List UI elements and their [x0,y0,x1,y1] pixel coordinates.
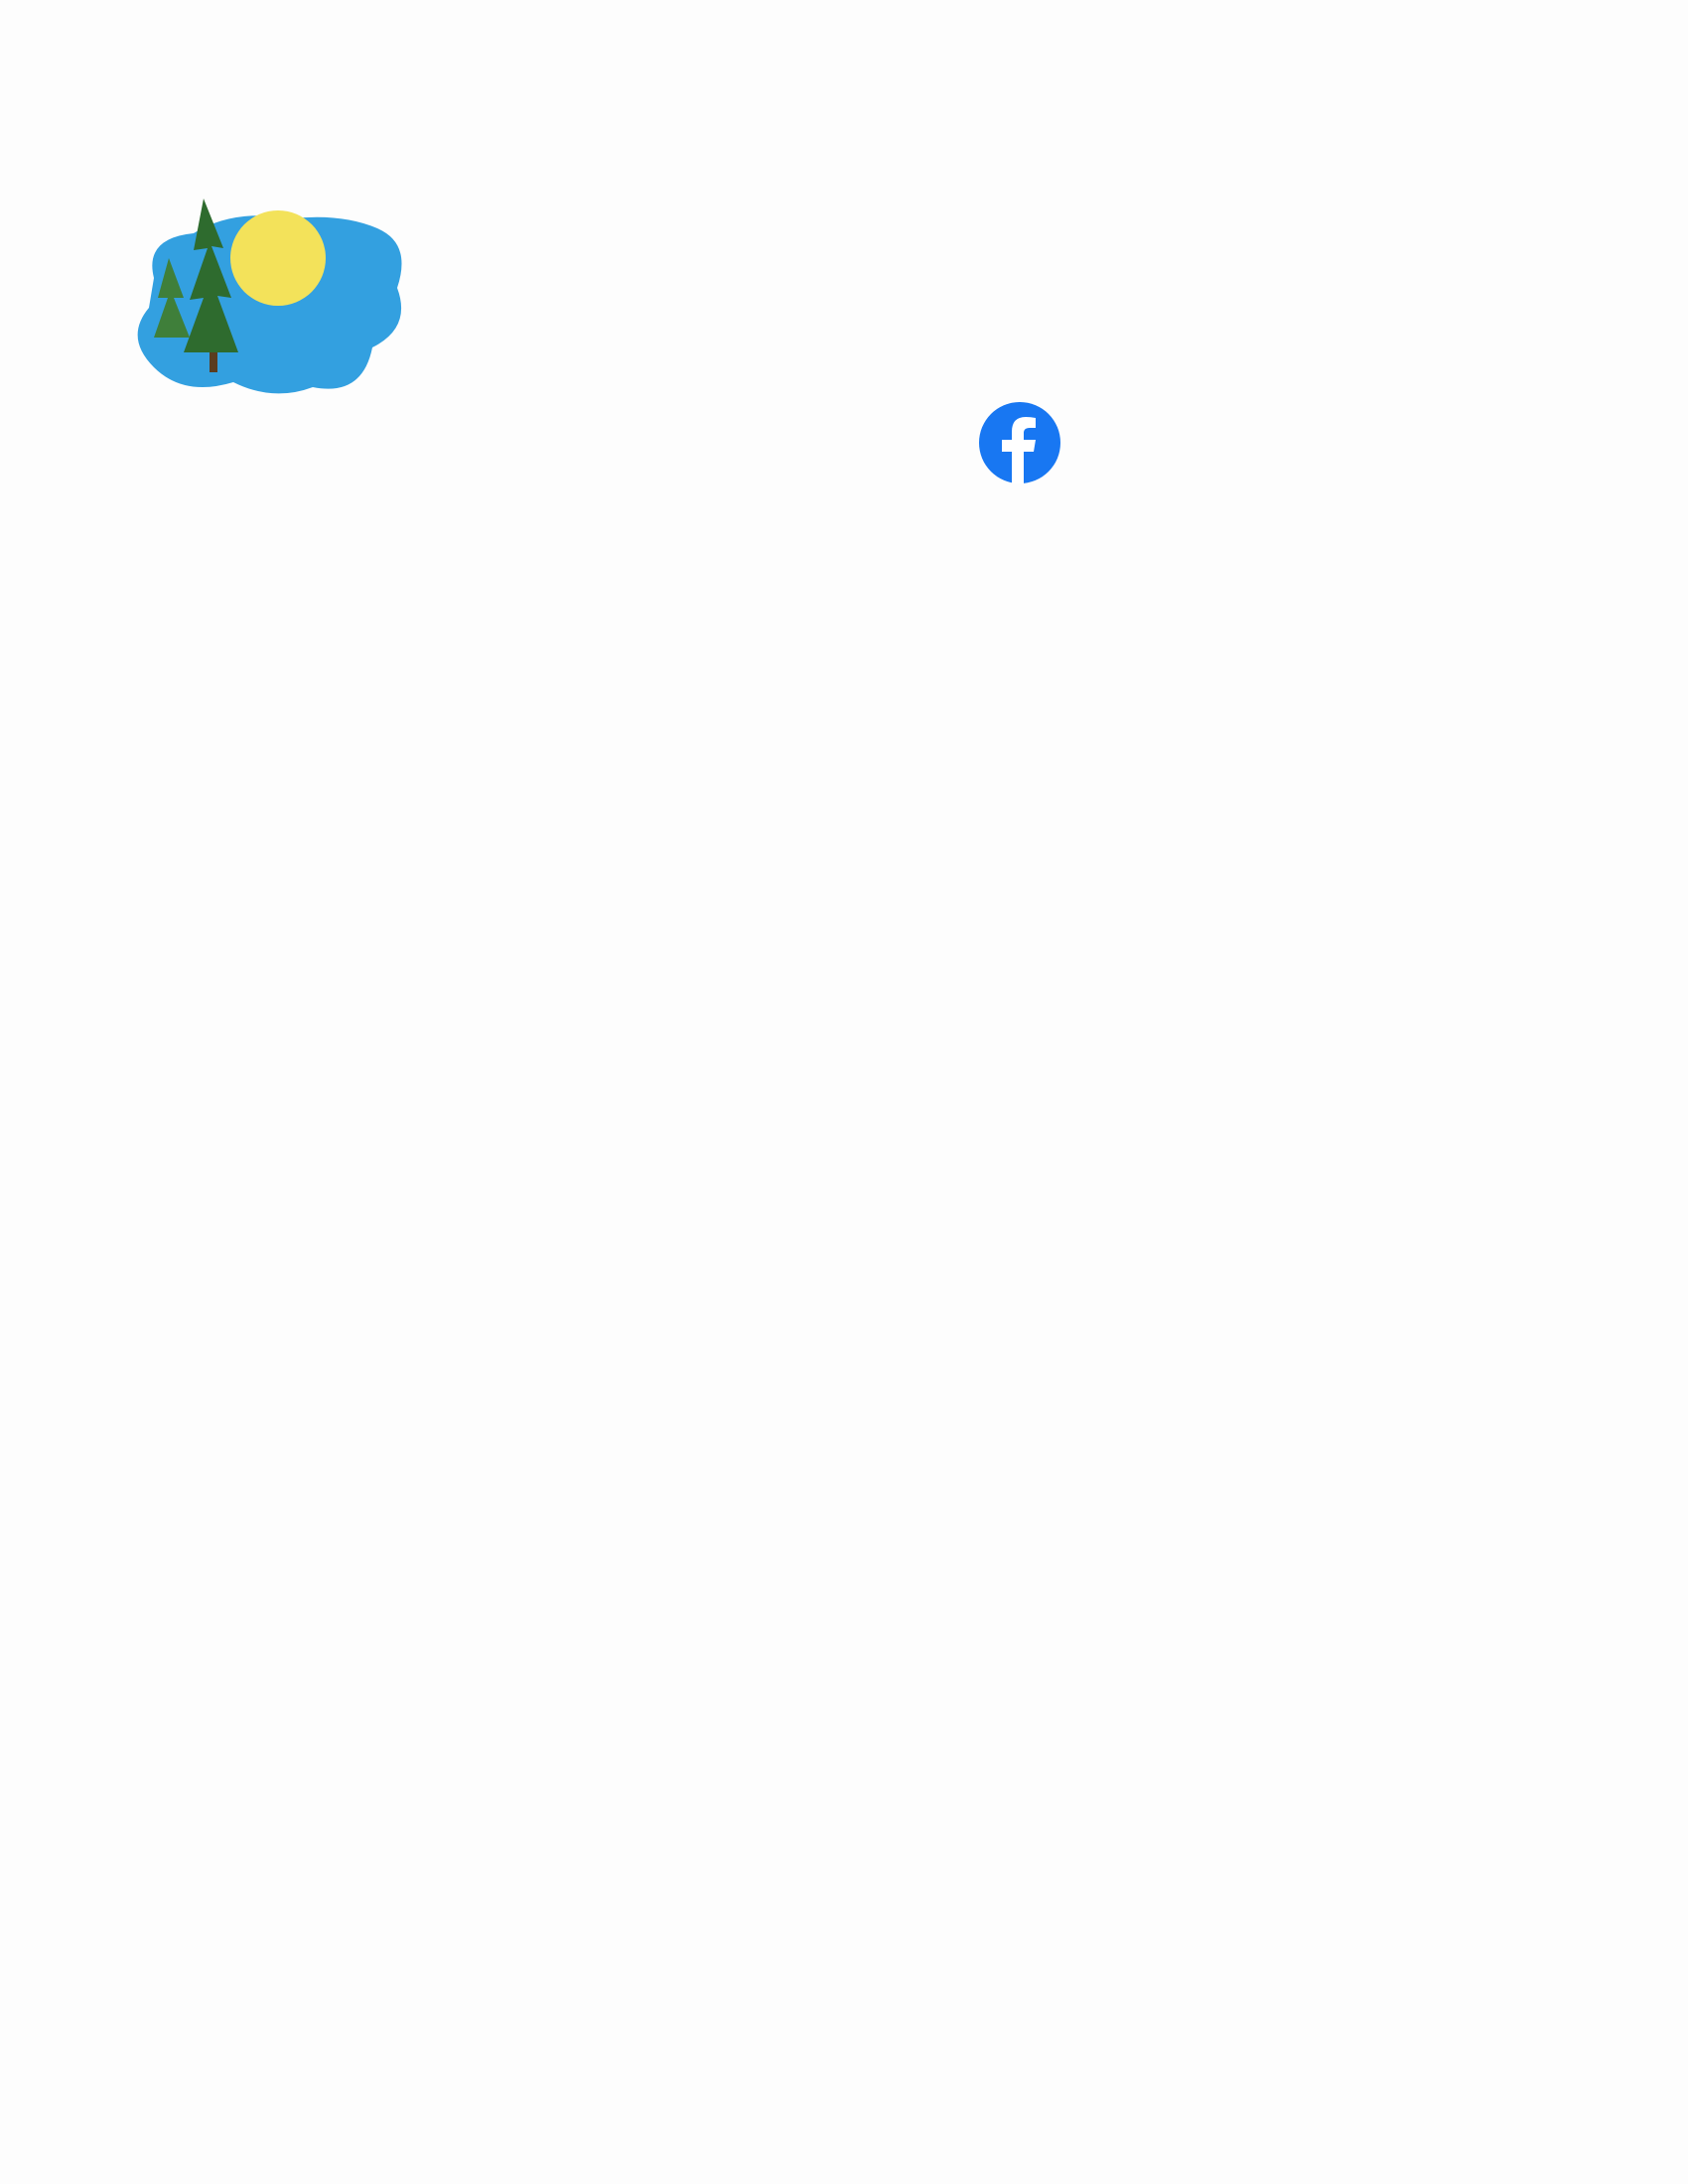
chamber-logo [124,189,412,417]
facebook-icon[interactable] [979,402,1060,483]
wanted-heading [0,576,1688,725]
divider [182,1505,1468,1517]
